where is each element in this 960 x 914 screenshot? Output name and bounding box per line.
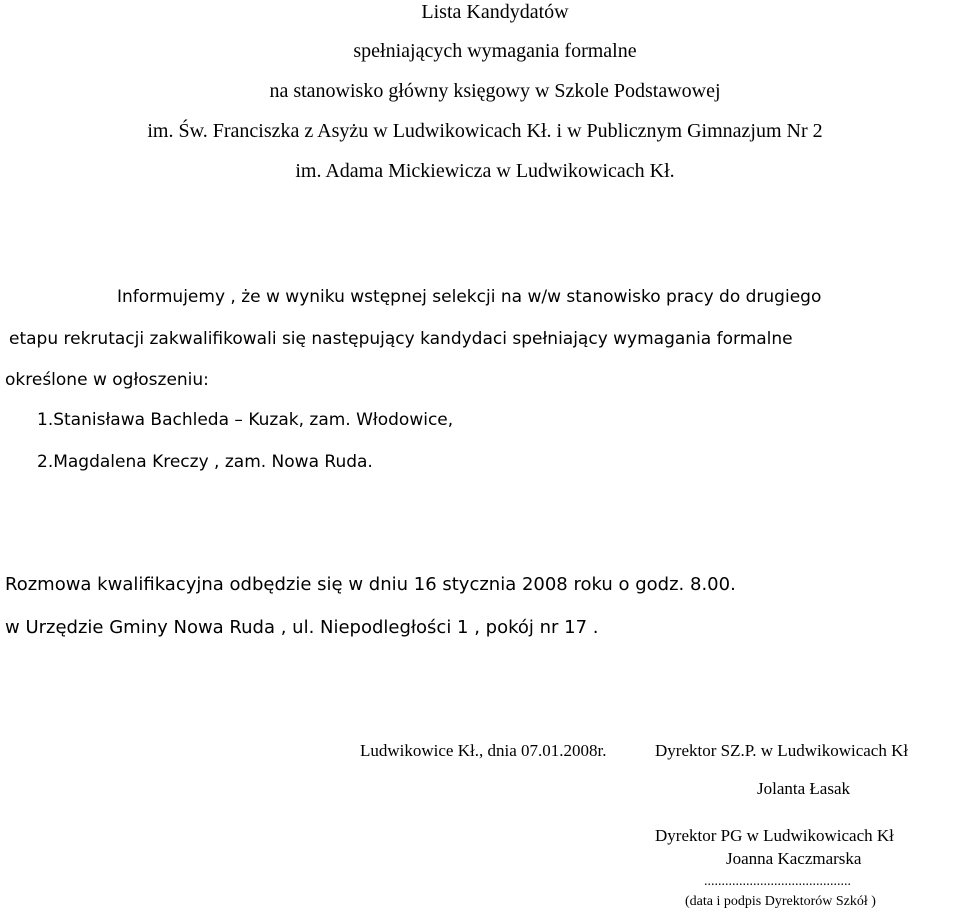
director-pg-title: Dyrektor PG w Ludwikowicach Kł <box>655 826 894 845</box>
doc-title: Lista Kandydatów <box>421 1 569 23</box>
doc-subtitle-schools: im. Św. Franciszka z Asyżu w Ludwikowicach Kł. i w Publicznym Gimnazjum Nr 2 <box>147 120 823 142</box>
director-sp-title: Dyrektor SZ.P. w Ludwikowicach Kł <box>655 741 909 760</box>
signature-dots: .......................................... <box>704 874 851 889</box>
director-sp-name: Jolanta Łasak <box>757 779 850 798</box>
director-pg-name: Joanna Kaczmarska <box>726 849 862 868</box>
signature-caption: (data i podpis Dyrektorów Szkół ) <box>685 894 876 909</box>
meeting-place-line: w Urzędzie Gminy Nowa Ruda , ul. Niepodległości 1 , pokój nr 17 . <box>5 617 599 638</box>
doc-subtitle-requirements: spełniających wymagania formalne <box>353 40 637 62</box>
candidate-item-2: 2.Magdalena Kreczy , zam. Nowa Ruda. <box>37 452 373 472</box>
intro-line-3: określone w ogłoszeniu: <box>5 370 209 390</box>
place-date: Ludwikowice Kł., dnia 07.01.2008r. <box>360 741 607 760</box>
intro-line-1: Informujemy , że w wyniku wstępnej selekcji na w/w stanowisko pracy do drugiego <box>117 287 822 307</box>
intro-line-2: etapu rekrutacji zakwalifikowali się następujący kandydaci spełniający wymagania formalne <box>9 329 793 349</box>
meeting-date-line: Rozmowa kwalifikacyjna odbędzie się w dniu 16 stycznia 2008 roku o godz. 8.00. <box>5 574 736 595</box>
candidate-item-1: 1.Stanisława Bachleda – Kuzak, zam. Włodowice, <box>37 410 454 430</box>
doc-subtitle-position: na stanowisko główny księgowy w Szkole Podstawowej <box>269 80 721 102</box>
doc-subtitle-gimnazjum: im. Adama Mickiewicza w Ludwikowicach Kł. <box>295 160 675 182</box>
